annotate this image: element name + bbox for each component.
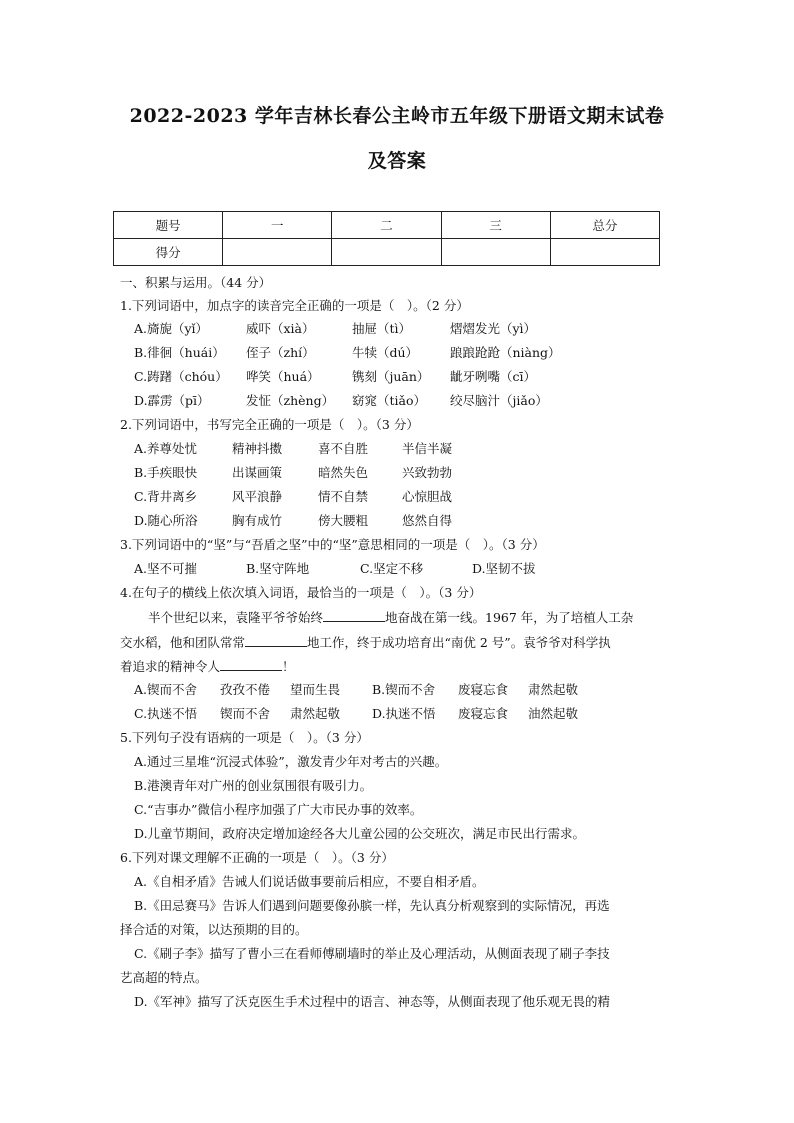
option-cell: C.坚定不移 (360, 561, 424, 576)
option-cell: 废寝忘食 (458, 706, 509, 721)
option-cell: B.坚守阵地 (246, 561, 310, 576)
question-3-stem: 3.下列词语中的“坚”与“吾盾之坚”中的“坚”意思相同的一项是（ ）。（3 分） (120, 537, 545, 552)
question-4-passage-line (148, 609, 633, 626)
option-cell: D.执迷不悟 (372, 706, 436, 721)
score-table (113, 211, 660, 266)
question-4-passage-line (120, 634, 611, 651)
option-line: C.《刷子李》描写了曹小三在看师傅刷墙时的举止及心理活动，从侧面表现了刷子李技 (134, 946, 610, 961)
option-cell: 踉踉跄跄（niàng） (450, 345, 561, 360)
option-cell: 风平浪静 (232, 489, 283, 504)
score-cell-blank (332, 239, 441, 266)
option-cell: 抽屉（tì） (352, 321, 412, 336)
option-cell: A.养尊处忧 (134, 441, 198, 456)
option-cell: A.锲而不舍 (134, 682, 198, 697)
option-cell: 孜孜不倦 (220, 682, 271, 697)
question-5-stem: 5.下列句子没有语病的一项是（ ）。（3 分） (120, 730, 369, 745)
option-cell: 熠熠发光（yì） (450, 321, 537, 336)
option-cell: 暗然失色 (318, 465, 369, 480)
option-cell: 悠然自得 (402, 513, 453, 528)
option-cell: 侄子（zhí） (246, 345, 315, 360)
option-cell: 窈窕（tiǎo） (352, 393, 426, 408)
option-cell: 肃然起敬 (528, 682, 579, 697)
option-cell: 废寝忘食 (458, 682, 509, 697)
question-6-stem: 6.下列对课文理解不正确的一项是（ ）。（3 分） (120, 850, 394, 865)
score-header-cell: 一 (223, 212, 332, 239)
option-cell: 情不自禁 (318, 489, 369, 504)
passage-text: 地工作，终于成功培育出“南优 2 号”。袁爷爷对科学执 (307, 635, 611, 650)
option-line-continued: 艺高超的特点。 (120, 970, 208, 985)
option-line: D.儿童节期间，政府决定增加途经各大儿童公园的公交班次，满足市民出行需求。 (134, 826, 586, 841)
option-cell: 发怔（zhèng） (246, 393, 335, 408)
option-cell: 喜不自胜 (318, 441, 369, 456)
option-cell: 兴致勃勃 (402, 465, 453, 480)
passage-text: 着追求的精神令人 (120, 659, 221, 674)
option-cell: C.踌躇（chóu） (134, 369, 228, 384)
option-cell: 龇牙咧嘴（cī） (450, 369, 536, 384)
option-cell: 油然起敬 (528, 706, 579, 721)
option-cell: B.徘徊（huái） (134, 345, 225, 360)
option-cell: 胸有成竹 (232, 513, 283, 528)
option-cell: 牛犊（dú） (352, 345, 419, 360)
option-cell: 心惊胆战 (402, 489, 453, 504)
option-cell: D.随心所浴 (134, 513, 198, 528)
section-heading: 一、积累与运用。（44 分） (120, 275, 272, 290)
option-cell: B.手疾眼快 (134, 465, 198, 480)
fill-blank (245, 634, 307, 647)
option-cell: 精神抖擞 (232, 441, 283, 456)
question-1-stem: 1.下列词语中，加点字的读音完全正确的一项是（ ）。（2 分） (120, 298, 469, 313)
question-4-stem: 4.在句子的横线上依次填入词语，最恰当的一项是（ ）。（3 分） (120, 585, 482, 600)
page-title: 2022-2023 学年吉林长春公主岭市五年级下册语文期末试卷 (129, 105, 665, 127)
passage-text: ！ (282, 659, 295, 674)
question-4-passage-line (120, 658, 295, 675)
option-cell: A.坚不可摧 (134, 561, 198, 576)
option-cell: C.执迷不悟 (134, 706, 198, 721)
option-line: A.通过三星堆“沉浸式体验”，激发青少年对考古的兴趣。 (134, 754, 448, 769)
option-line: B.《田忌赛马》告诉人们遇到问题要像孙膑一样，先认真分析观察到的实际情况，再选 (134, 898, 610, 913)
score-table-header-row (114, 212, 660, 239)
option-cell: C.背井离乡 (134, 489, 198, 504)
score-row-label: 得分 (114, 239, 223, 266)
score-cell-blank (550, 239, 659, 266)
option-cell: 出谋画策 (232, 465, 283, 480)
option-cell: 锲而不舍 (220, 706, 271, 721)
option-cell: 绞尽脑汁（jiǎo） (450, 393, 548, 408)
option-line-continued: 择合适的对策，以达预期的目的。 (120, 922, 308, 937)
option-cell: 傍大腰粗 (318, 513, 369, 528)
option-cell: D.坚韧不拔 (472, 561, 536, 576)
score-cell-blank (441, 239, 550, 266)
fill-blank (323, 609, 385, 622)
score-header-cell: 二 (332, 212, 441, 239)
option-cell: 肃然起敬 (290, 706, 341, 721)
option-cell: 望而生畏 (290, 682, 341, 697)
option-cell: 威吓（xià） (246, 321, 315, 336)
option-cell: A.旖旎（yǐ） (134, 321, 209, 336)
option-line: B.港澳青年对广州的创业氛围很有吸引力。 (134, 778, 373, 793)
option-cell: B.锲而不舍 (372, 682, 436, 697)
score-header-cell: 题号 (114, 212, 223, 239)
passage-text: 交水稻，他和团队常常 (120, 635, 246, 650)
option-line: D.《军神》描写了沃克医生手术过程中的语言、神态等，从侧面表现了他乐观无畏的精 (134, 994, 611, 1009)
score-header-cell: 总分 (550, 212, 659, 239)
score-cell-blank (223, 239, 332, 266)
option-cell: 哗笑（huá） (246, 369, 320, 384)
score-header-cell: 三 (441, 212, 550, 239)
question-2-stem: 2.下列词语中，书写完全正确的一项是（ ）。（3 分） (120, 417, 419, 432)
option-cell: 镌刻（juān） (352, 369, 430, 384)
option-cell: D.霹雳（pī） (134, 393, 210, 408)
page-title-continued: 及答案 (367, 150, 427, 172)
option-line: A.《自相矛盾》告诫人们说话做事要前后相应，不要自相矛盾。 (134, 874, 485, 889)
fill-blank (220, 658, 282, 671)
score-table-score-row (114, 239, 660, 266)
passage-text: 半个世纪以来，袁隆平爷爷始终 (148, 610, 324, 625)
passage-text: 地奋战在第一线。1967 年，为了培植人工杂 (385, 610, 634, 625)
option-cell: 半信半凝 (402, 441, 453, 456)
option-line: C.“吉事办”微信小程序加强了广大市民办事的效率。 (134, 802, 423, 817)
